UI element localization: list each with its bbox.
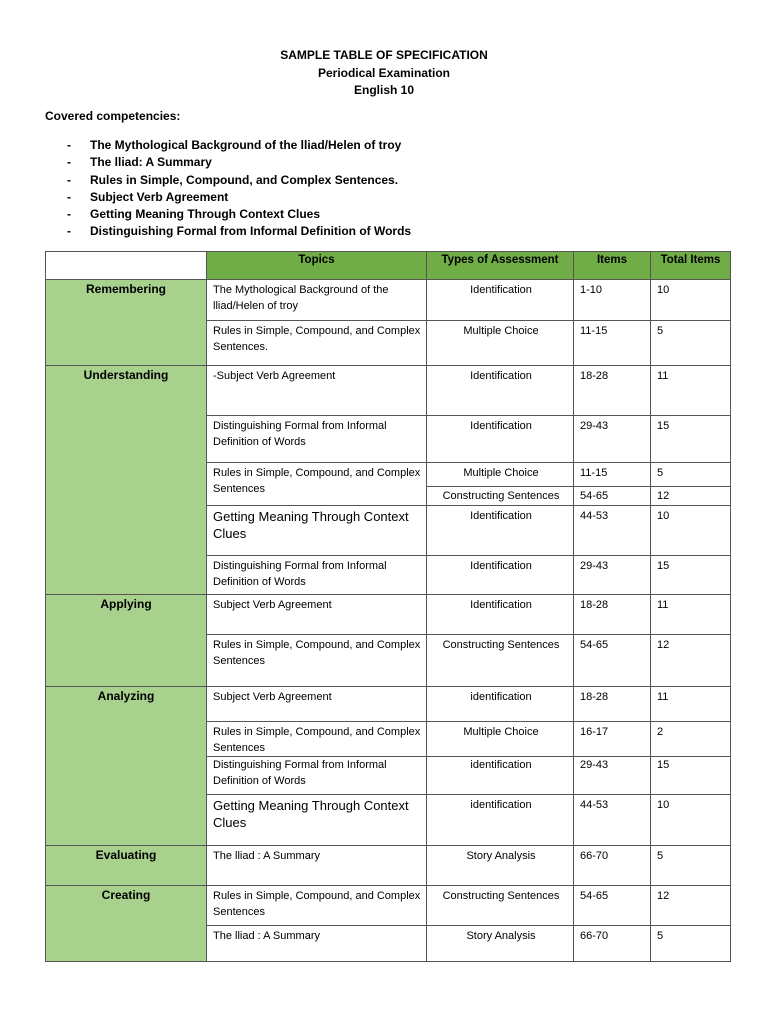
title-line-3: English 10 bbox=[353, 83, 415, 97]
topic-cell: The lliad : A Summary bbox=[207, 846, 427, 886]
covered-competencies-label: Covered competencies: bbox=[45, 109, 181, 123]
table-row bbox=[46, 886, 731, 926]
competency-item bbox=[67, 223, 411, 240]
topic-cell: The lliad : A Summary bbox=[207, 926, 427, 962]
level-understanding: Understanding bbox=[46, 366, 207, 595]
assessment-type-cell: identification bbox=[427, 687, 574, 722]
items-cell: 18-28 bbox=[574, 595, 651, 635]
title-line-1: SAMPLE TABLE OF SPECIFICATION bbox=[280, 48, 488, 62]
header-types-of-assessment: Types of Assessment bbox=[427, 252, 574, 280]
level-remembering: Remembering bbox=[46, 280, 207, 366]
table-row bbox=[46, 846, 731, 886]
competency-list bbox=[67, 137, 411, 241]
bullet-dash-icon: - bbox=[67, 207, 71, 222]
table-row bbox=[46, 687, 731, 722]
bullet-dash-icon: - bbox=[67, 172, 71, 187]
items-cell: 16-17 bbox=[574, 722, 651, 757]
total-items-cell: 15 bbox=[651, 757, 731, 795]
items-cell: 54-65 bbox=[574, 886, 651, 926]
assessment-type-cell: Multiple Choice bbox=[427, 321, 574, 366]
topic-cell: The Mythological Background of the lliad/Helen of troy bbox=[207, 280, 427, 321]
items-cell: 44-53 bbox=[574, 506, 651, 556]
competency-text: The Mythological Background of the lliad/Helen of troy bbox=[90, 138, 402, 152]
total-items-cell: 12 bbox=[651, 635, 731, 687]
topic-cell: -Subject Verb Agreement bbox=[207, 366, 427, 416]
header-items: Items bbox=[574, 252, 651, 280]
topic-cell: Distinguishing Formal from Informal Definition of Words bbox=[207, 416, 427, 463]
assessment-type-cell: Identification bbox=[427, 280, 574, 321]
level-creating: Creating bbox=[46, 886, 207, 962]
level-evaluating: Evaluating bbox=[46, 846, 207, 886]
bullet-dash-icon: - bbox=[67, 189, 71, 204]
competency-text: Rules in Simple, Compound, and Complex Sentences. bbox=[90, 172, 399, 187]
total-items-cell: 10 bbox=[651, 280, 731, 321]
table-row bbox=[46, 595, 731, 635]
table-header-row bbox=[46, 252, 731, 280]
items-cell: 66-70 bbox=[574, 926, 651, 962]
competency-item bbox=[67, 154, 411, 171]
assessment-type-cell: Multiple Choice bbox=[427, 463, 574, 487]
total-items-cell: 15 bbox=[651, 556, 731, 595]
total-items-cell: 5 bbox=[651, 463, 731, 487]
total-items-cell: 10 bbox=[651, 506, 731, 556]
items-cell: 29-43 bbox=[574, 556, 651, 595]
competency-item bbox=[67, 137, 411, 154]
items-cell: 29-43 bbox=[574, 416, 651, 463]
items-cell: 54-65 bbox=[574, 487, 651, 506]
competency-text: Getting Meaning Through Context Clues bbox=[90, 207, 320, 222]
items-cell: 54-65 bbox=[574, 635, 651, 687]
assessment-type-cell: Identification bbox=[427, 366, 574, 416]
bullet-dash-icon: - bbox=[67, 155, 71, 170]
items-cell: 44-53 bbox=[574, 795, 651, 846]
competency-item bbox=[67, 172, 411, 189]
total-items-cell: 10 bbox=[651, 795, 731, 846]
topic-cell: Getting Meaning Through Context Clues bbox=[207, 506, 427, 556]
specification-table bbox=[45, 251, 731, 962]
items-cell: 11-15 bbox=[574, 321, 651, 366]
total-items-cell: 2 bbox=[651, 722, 731, 757]
table-row bbox=[46, 366, 731, 416]
topic-cell: Subject Verb Agreement bbox=[207, 595, 427, 635]
total-items-cell: 11 bbox=[651, 366, 731, 416]
topic-cell: Rules in Simple, Compound, and Complex Sentences. bbox=[207, 321, 427, 366]
assessment-type-cell: Multiple Choice bbox=[427, 722, 574, 757]
assessment-type-cell: Constructing Sentences bbox=[427, 635, 574, 687]
bullet-dash-icon: - bbox=[67, 138, 71, 152]
competency-item bbox=[67, 189, 411, 206]
topic-cell: Rules in Simple, Compound, and Complex Sentences bbox=[207, 886, 427, 926]
total-items-cell: 11 bbox=[651, 595, 731, 635]
items-cell: 18-28 bbox=[574, 687, 651, 722]
total-items-cell: 12 bbox=[651, 487, 731, 506]
topic-cell: Rules in Simple, Compound, and Complex Sentences bbox=[207, 635, 427, 687]
topic-cell: Distinguishing Formal from Informal Definition of Words bbox=[207, 757, 427, 795]
assessment-type-cell: Constructing Sentences bbox=[427, 487, 574, 506]
topic-cell: Getting Meaning Through Context Clues bbox=[207, 795, 427, 846]
level-analyzing: Analyzing bbox=[46, 687, 207, 846]
assessment-type-cell: Story Analysis bbox=[427, 846, 574, 886]
topic-cell: Rules in Simple, Compound, and Complex Sentences bbox=[207, 463, 427, 506]
table-row bbox=[46, 280, 731, 321]
header-total-items: Total Items bbox=[651, 252, 731, 280]
assessment-type-cell: identification bbox=[427, 795, 574, 846]
competency-text: The lliad: A Summary bbox=[90, 155, 212, 170]
assessment-type-cell: Story Analysis bbox=[427, 926, 574, 962]
assessment-type-cell: Identification bbox=[427, 506, 574, 556]
items-cell: 1-10 bbox=[574, 280, 651, 321]
items-cell: 29-43 bbox=[574, 757, 651, 795]
assessment-type-cell: Identification bbox=[427, 556, 574, 595]
topic-cell: Subject Verb Agreement bbox=[207, 687, 427, 722]
total-items-cell: 5 bbox=[651, 321, 731, 366]
title-line-2: Periodical Examination bbox=[317, 65, 451, 80]
header-blank-cell bbox=[46, 252, 207, 280]
competency-text: Distinguishing Formal from Informal Definition of Words bbox=[90, 224, 412, 239]
topic-cell: Distinguishing Formal from Informal Definition of Words bbox=[207, 556, 427, 595]
assessment-type-cell: identification bbox=[427, 757, 574, 795]
level-applying: Applying bbox=[46, 595, 207, 687]
bullet-dash-icon: - bbox=[67, 224, 71, 239]
competency-item bbox=[67, 206, 411, 223]
items-cell: 66-70 bbox=[574, 846, 651, 886]
total-items-cell: 5 bbox=[651, 846, 731, 886]
assessment-type-cell: Identification bbox=[427, 595, 574, 635]
total-items-cell: 5 bbox=[651, 926, 731, 962]
topic-cell: Rules in Simple, Compound, and Complex Sentences bbox=[207, 722, 427, 757]
total-items-cell: 15 bbox=[651, 416, 731, 463]
assessment-type-cell: Constructing Sentences bbox=[427, 886, 574, 926]
header-topics: Topics bbox=[207, 252, 427, 280]
total-items-cell: 12 bbox=[651, 886, 731, 926]
assessment-type-cell: Identification bbox=[427, 416, 574, 463]
items-cell: 18-28 bbox=[574, 366, 651, 416]
items-cell: 11-15 bbox=[574, 463, 651, 487]
competency-text: Subject Verb Agreement bbox=[90, 189, 229, 204]
document-title bbox=[0, 47, 768, 100]
total-items-cell: 11 bbox=[651, 687, 731, 722]
